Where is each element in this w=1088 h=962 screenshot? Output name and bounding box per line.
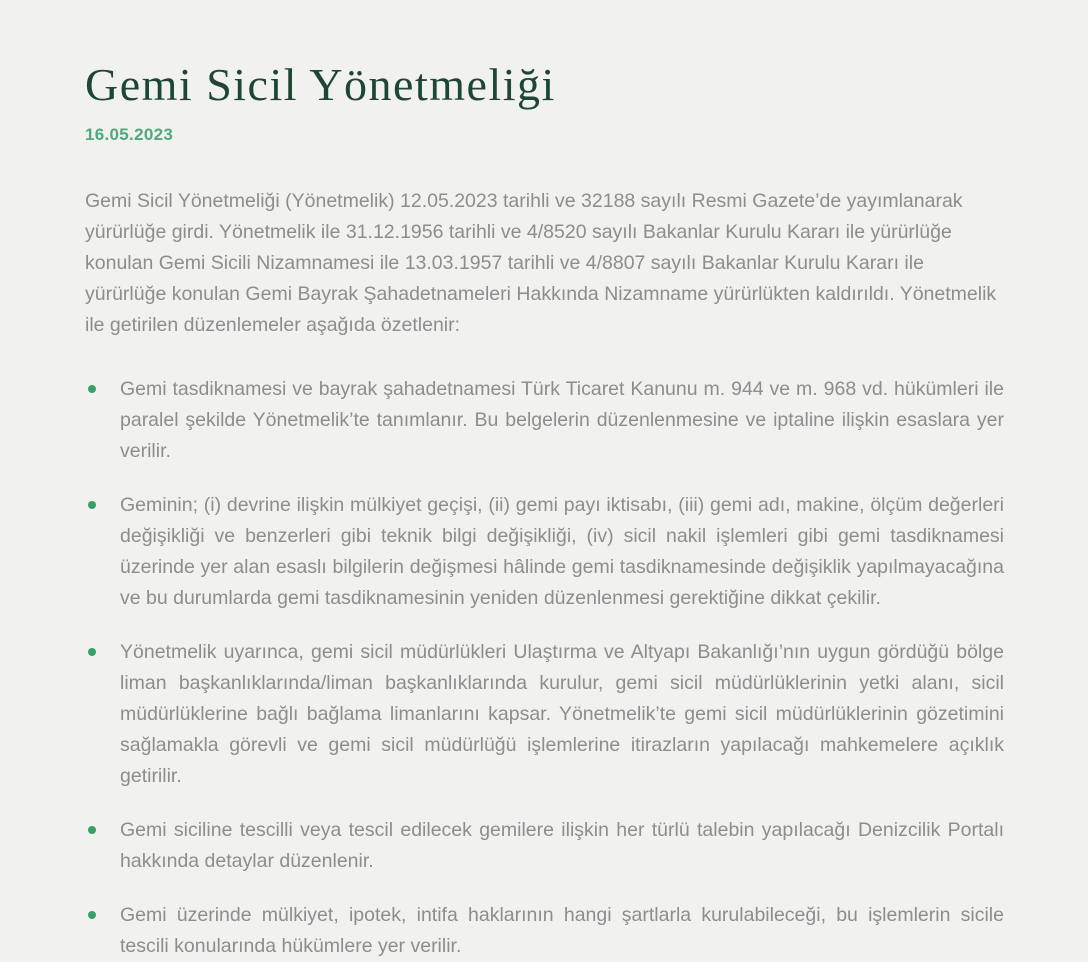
bullet-dot-icon [88, 385, 96, 393]
page-title: Gemi Sicil Yönetmeliği [85, 59, 556, 110]
list-item-text: Gemi siciline tescilli veya tescil edilecek gemilere ilişkin her türlü talebin yapılacağı Denizcilik Portalı hakkında detaylar düzenlenir. [120, 818, 1004, 872]
list-item-text: Geminin; (i) devrine ilişkin mülkiyet geçişi, (ii) gemi payı iktisabı, (iii) gemi adı, makine, ölçüm değerleri değişikliği ve benzerleri gibi teknik bilgi değişikliği, (iv) sicil nakil işlemleri gibi gemi tasdiknamesi üzerinde yer alan esaslı bilgilerin değişmesi hâlinde gemi tasdiknamesinde değişiklik yapılmayacağına ve bu durumlarda gemi tasdiknamesinin yeniden düzenlenmesi gerektiğine dikkat çekilir. [120, 493, 1004, 609]
list-item-text: Gemi üzerinde mülkiyet, ipotek, intifa haklarının hangi şartlarla kurulabileceği, bu işlemlerin sicile tescili konularında hükümlere yer verilir. [120, 903, 1004, 957]
list-item-text: Yönetmelik uyarınca, gemi sicil müdürlükleri Ulaştırma ve Altyapı Bakanlığı’nın uygun gördüğü bölge liman başkanlıklarında/liman başkanlıklarında kurulur, gemi sicil müdürlüklerinin yetki alanı, sicil müdürlüklerine bağlı bağlama limanlarını kapsar. Yönetmelik’te gemi sicil müdürlüklerinin gözetimini sağlamakla görevli ve gemi sicil müdürlüğü işlemlerine itirazların yapılacağı mahkemelere açıklık getirilir. [120, 640, 1004, 787]
list-item [120, 900, 1004, 962]
list-item-text: Gemi tasdiknamesi ve bayrak şahadetnamesi Türk Ticaret Kanunu m. 944 ve m. 968 vd. hükümleri ile paralel şekilde Yönetmelik’te tanımlanır. Bu belgelerin düzenlenmesine ve iptaline ilişkin esaslara yer verilir. [120, 377, 1004, 462]
bullet-dot-icon [88, 648, 96, 656]
list-item [120, 490, 1004, 614]
list-item [120, 637, 1004, 792]
summary-list [85, 374, 1004, 962]
intro-paragraph: Gemi Sicil Yönetmeliği (Yönetmelik) 12.05.2023 tarihli ve 32188 sayılı Resmi Gazete’de yayımlanarak yürürlüğe girdi. Yönetmelik ile 31.12.1956 tarihli ve 4/8520 sayılı Bakanlar Kurulu Kararı ile yürürlüğe konulan Gemi Sicili Nizamnamesi ile 13.03.1957 tarihli ve 4/8807 sayılı Bakanlar Kurulu Kararı ile yürürlüğe konulan Gemi Bayrak Şahadetnameleri Hakkında Nizamname yürürlükten kaldırıldı. Yönetmelik ile getirilen düzenlemeler aşağıda özetlenir: [85, 189, 997, 336]
list-item [120, 374, 1004, 467]
bullet-dot-icon [88, 826, 96, 834]
publish-date: 16.05.2023 [85, 124, 174, 144]
list-item [120, 815, 1004, 877]
bullet-dot-icon [88, 911, 96, 919]
bullet-dot-icon [88, 501, 96, 509]
